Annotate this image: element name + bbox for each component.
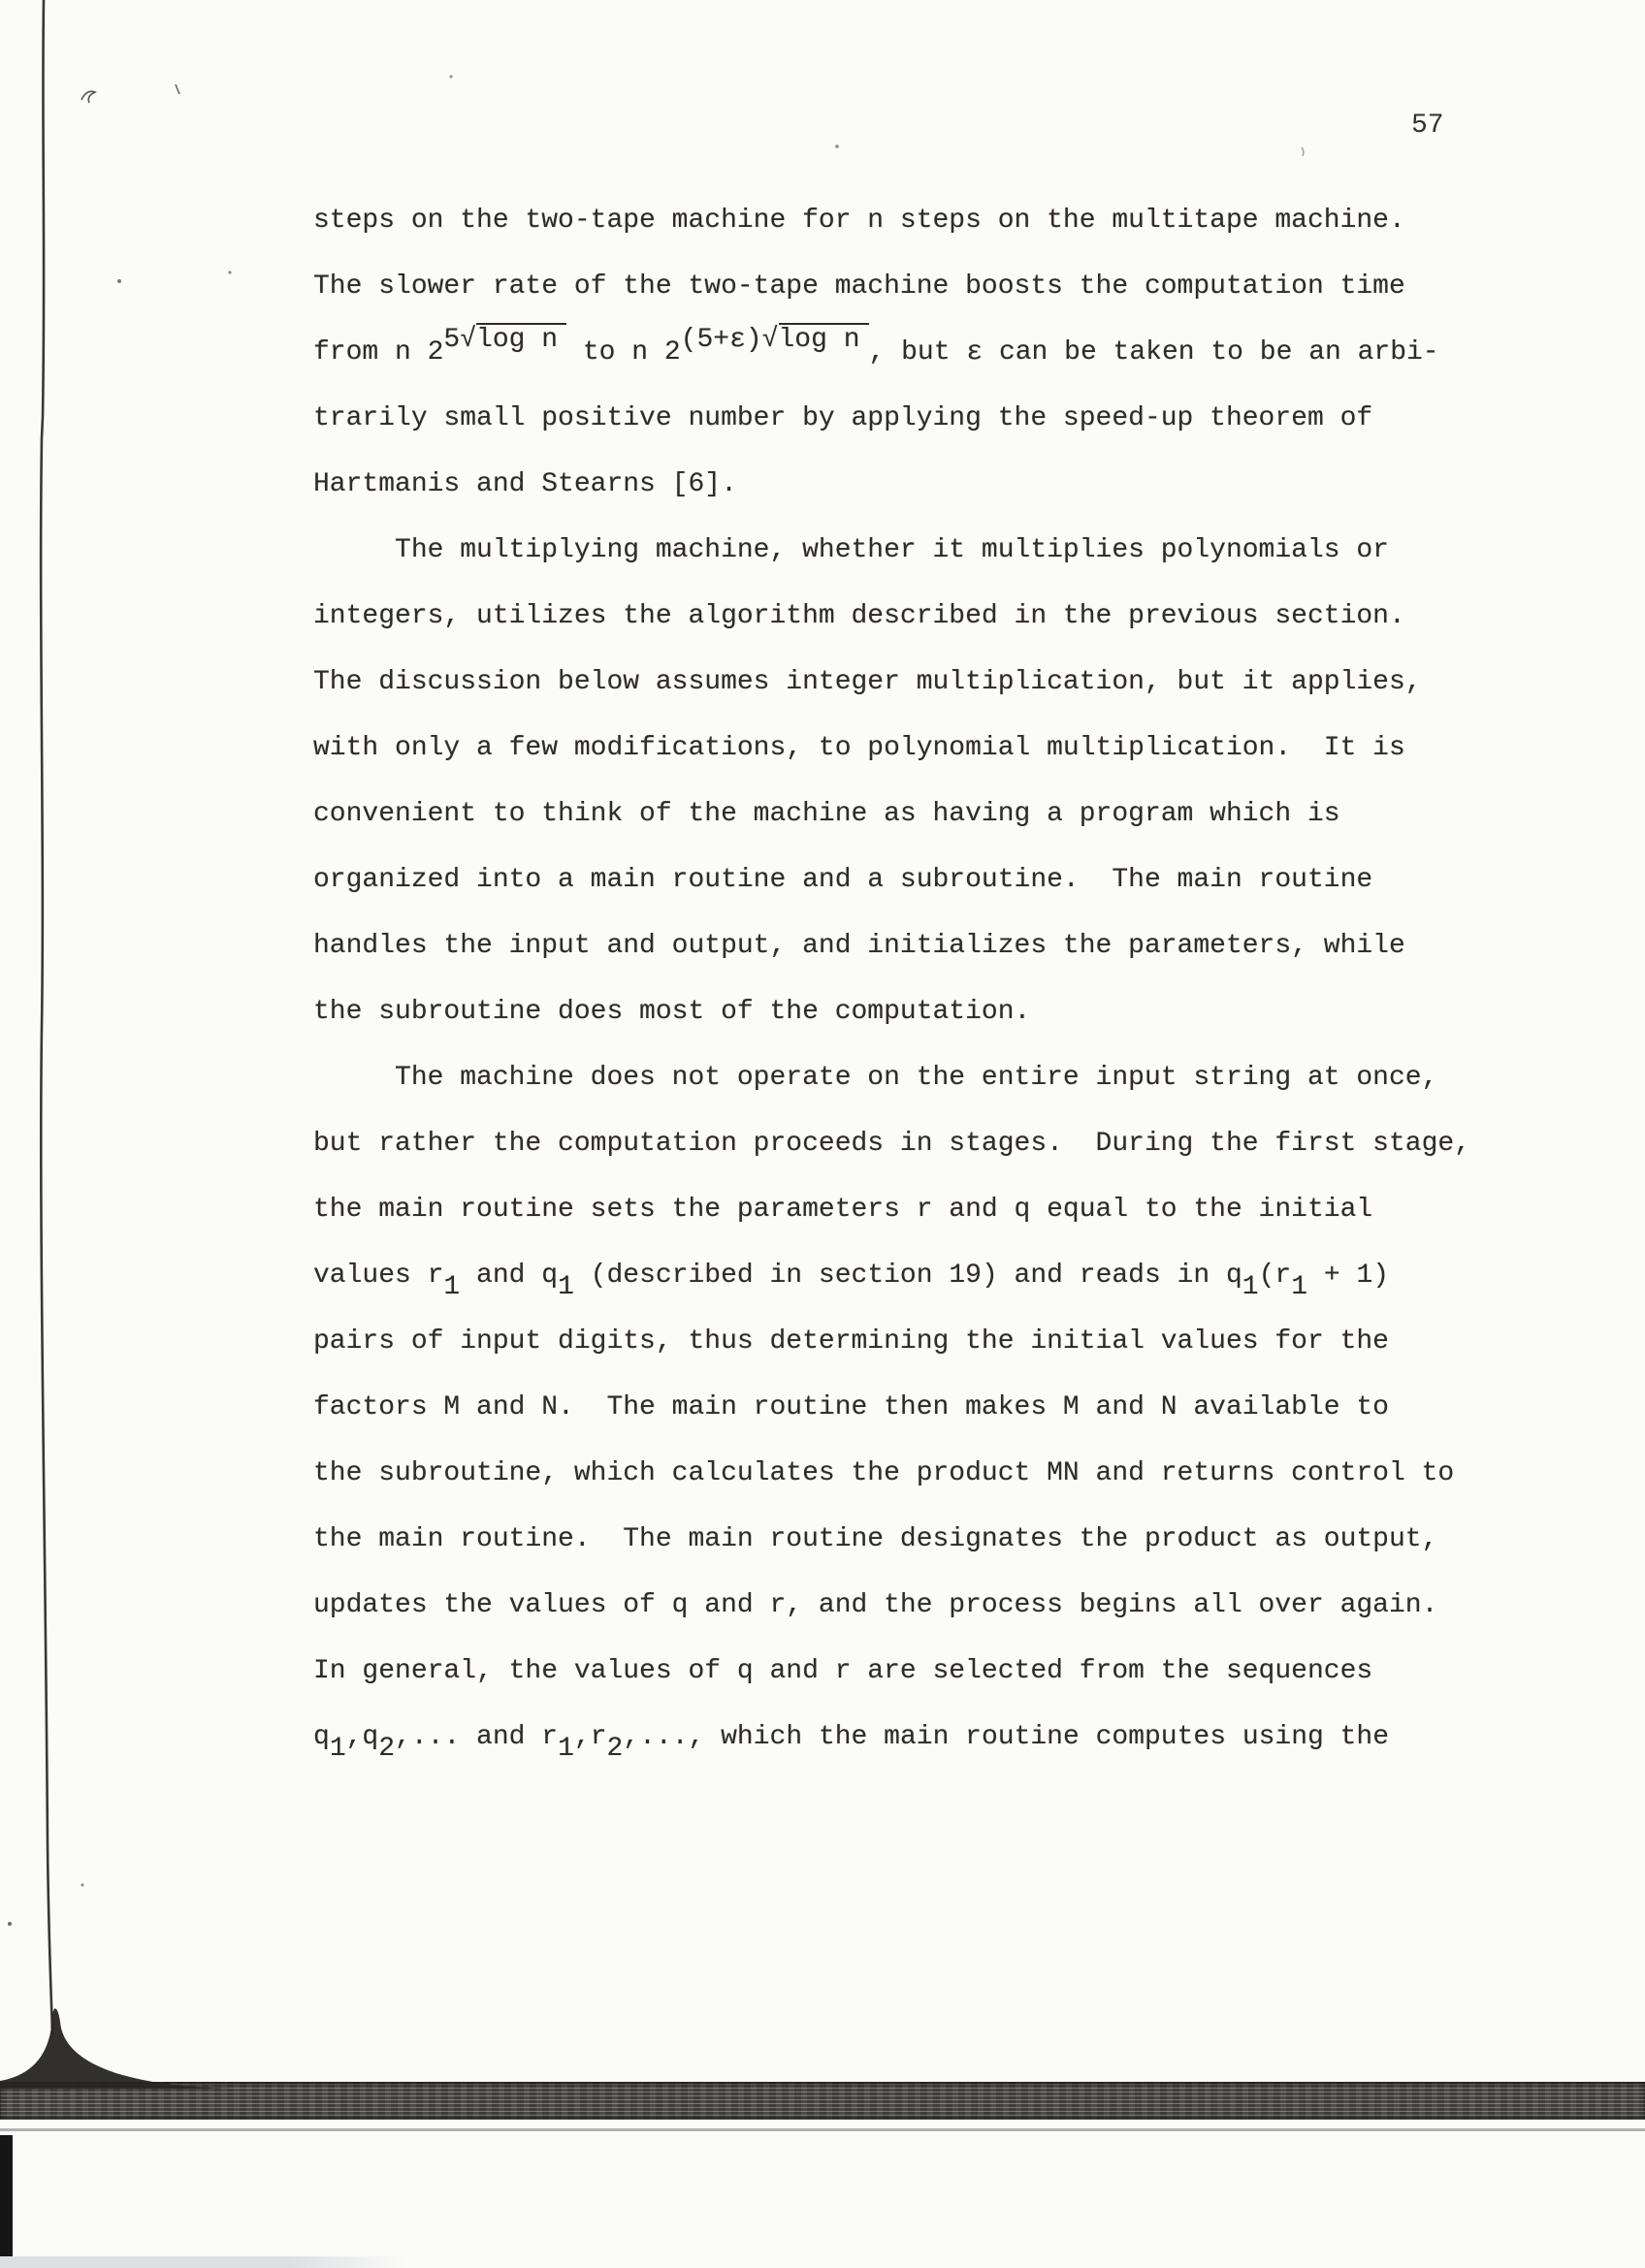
formula-base: , but ε can be taken to be an arbi- bbox=[868, 337, 1439, 367]
text-line-23: In general, the values of q and r are selected from the sequences bbox=[313, 1656, 1373, 1686]
scan-shadow-line bbox=[0, 2128, 1645, 2131]
text-line-7: integers, utilizes the algorithm described in the previous section. bbox=[313, 601, 1405, 631]
text-line-19: factors M and N. The main routine then makes M and N available to bbox=[313, 1392, 1389, 1422]
subscript-line-2: q1,q2,... and r1,r2,..., which the main routine computes using the bbox=[313, 1722, 1390, 1764]
text-line-8: The discussion below assumes integer multiplication, but it applies, bbox=[313, 667, 1422, 697]
text-line-6: The multiplying machine, whether it multiplies polynomials or bbox=[313, 535, 1389, 565]
exponent-2: (5+ε)√log n bbox=[681, 323, 869, 354]
subscript: 2 bbox=[378, 1734, 396, 1764]
subscript: 1 bbox=[1291, 1272, 1308, 1302]
exponent-1: 5√log n bbox=[443, 323, 566, 354]
text-line-1: steps on the two-tape machine for n steps on the multitape machine. bbox=[313, 206, 1405, 236]
text-line-5: Hartmanis and Stearns [6]. bbox=[313, 469, 737, 499]
subscript: 1 bbox=[329, 1734, 346, 1764]
radical-overline-2: log n bbox=[779, 323, 869, 354]
formula-line bbox=[313, 320, 1439, 386]
text-line-16: the main routine sets the parameters r and q equal to the initial bbox=[313, 1195, 1373, 1225]
text-line-2: The slower rate of the two-tape machine boosts the computation time bbox=[313, 272, 1405, 302]
text-line-18: pairs of input digits, thus determining the initial values for the bbox=[313, 1326, 1389, 1357]
text-line-12: handles the input and output, and initializes the parameters, while bbox=[313, 931, 1405, 961]
text-line-10: convenient to think of the machine as having a program which is bbox=[313, 799, 1340, 829]
formula-base: to n 2 bbox=[566, 337, 681, 367]
subscript: 2 bbox=[606, 1734, 624, 1764]
subscript-line-1: values r1 and q1 (described in section 19) and reads in q1(r1 + 1) bbox=[313, 1261, 1390, 1302]
text-line-14: The machine does not operate on the entire input string at once, bbox=[313, 1063, 1438, 1093]
text-line-9: with only a few modifications, to polynomial multiplication. It is bbox=[313, 733, 1405, 763]
text-line-11: organized into a main routine and a subroutine. The main routine bbox=[313, 865, 1373, 895]
scan-bottom-strip bbox=[0, 2256, 407, 2268]
scan-bottom-band bbox=[0, 2082, 1645, 2120]
subscript: 1 bbox=[1242, 1272, 1259, 1302]
text-line-4: trarily small positive number by applying the speed-up theorem of bbox=[313, 403, 1373, 433]
radical-overline-1: log n bbox=[476, 323, 566, 354]
text-line-21: the main routine. The main routine designates the product as output, bbox=[313, 1524, 1438, 1554]
subscript: 1 bbox=[443, 1272, 461, 1302]
page-number: 57 bbox=[1411, 111, 1444, 141]
subscript: 1 bbox=[558, 1272, 574, 1302]
subscript: 1 bbox=[558, 1734, 574, 1764]
scan-corner-bar bbox=[0, 2135, 13, 2268]
text-line-22: updates the values of q and r, and the process begins all over again. bbox=[313, 1590, 1438, 1620]
text-line-13: the subroutine does most of the computation. bbox=[313, 997, 1031, 1027]
formula-base: from n 2 bbox=[313, 337, 444, 367]
text-line-20: the subroutine, which calculates the product MN and returns control to bbox=[313, 1458, 1455, 1488]
text-line-15: but rather the computation proceeds in stages. During the first stage, bbox=[313, 1129, 1470, 1159]
scan-funnel bbox=[0, 2008, 233, 2089]
